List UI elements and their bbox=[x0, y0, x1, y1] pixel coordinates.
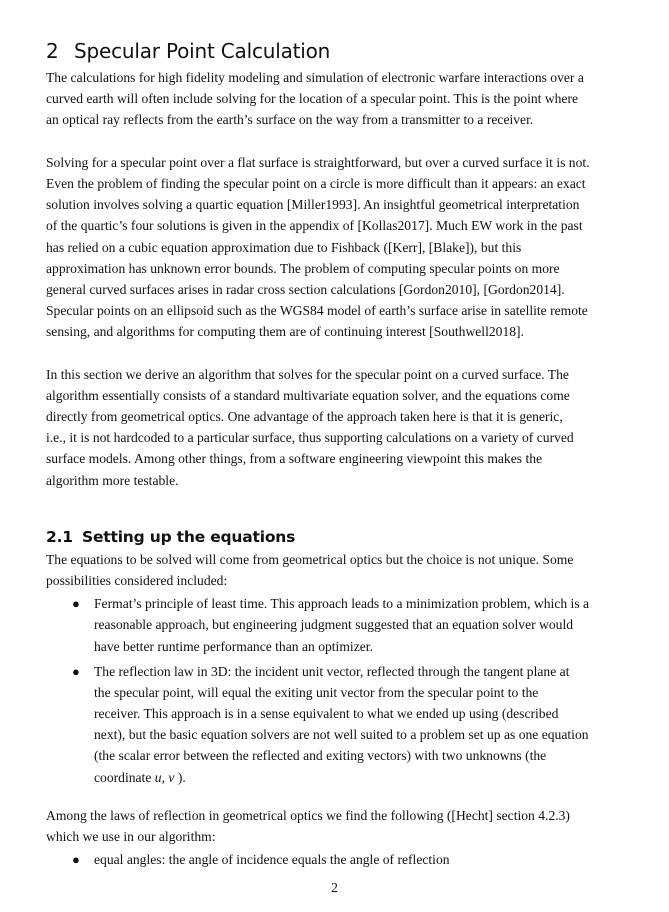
text-line: of the quartic’s four solutions is given in the appendix of [Kollas2017]. Much EW work in the past bbox=[46, 218, 583, 234]
subsection-number: 2.1 bbox=[46, 527, 73, 546]
text-line: which we use in our algorithm: bbox=[46, 829, 216, 844]
reflection-laws-intro bbox=[46, 805, 636, 847]
text-line: an optical ray reflects from the earth’s surface on the way from a transmitter to a receiver. bbox=[46, 112, 534, 128]
text-line: Fermat’s principle of least time. This approach leads to a minimization problem, which is a bbox=[94, 596, 590, 612]
text-line: approximation has unknown error bounds. The problem of computing specular points on more bbox=[46, 260, 560, 276]
text-line: reasonable approach, but engineering judgment suggested that an equation solver would bbox=[94, 617, 574, 633]
document-page bbox=[46, 36, 636, 874]
list-item bbox=[46, 593, 636, 657]
text-line: curved earth will often include solving for the location of a specular point. This is the point where bbox=[46, 91, 579, 107]
text-line: Among the laws of reflection in geometrical optics we find the following ([Hecht] section 4.2.3) bbox=[46, 807, 570, 823]
page-number: 2 bbox=[331, 880, 338, 895]
section-number: 2 bbox=[46, 39, 59, 63]
section-body bbox=[46, 67, 636, 491]
subsection-intro bbox=[46, 549, 636, 591]
list-item bbox=[46, 661, 636, 788]
bullet-icon: ● bbox=[72, 852, 80, 868]
bullet-list-laws bbox=[46, 849, 636, 870]
text-line: algorithm essentially consists of a standard multivariate equation solver, and the equations come bbox=[46, 387, 570, 403]
text-line: solution involves solving a quartic equation [Miller1993]. An insightful geometrical interpretation bbox=[46, 197, 580, 213]
bullet-list bbox=[46, 593, 636, 788]
paragraph bbox=[46, 152, 636, 343]
paragraph bbox=[46, 67, 636, 131]
subsection-title: Setting up the equations bbox=[82, 527, 296, 546]
text-line: i.e., it is not hardcoded to a particular surface, thus supporting calculations on a variety of curved bbox=[46, 430, 574, 446]
text-line: The calculations for high fidelity modeling and simulation of electronic warfare interactions over a bbox=[46, 70, 584, 85]
text-line: algorithm more testable. bbox=[46, 472, 179, 488]
text-line: next), but the basic equation solvers are not well suited to a problem set up as one equation bbox=[94, 727, 589, 743]
text-fragment: coordinate bbox=[94, 769, 155, 785]
text-line: general curved surfaces arises in radar cross section calculations [Gordon2010], [Gordon2014]. bbox=[46, 281, 565, 297]
section-heading bbox=[46, 36, 636, 66]
text-line: have better runtime performance than an optimizer. bbox=[94, 638, 373, 654]
text-line bbox=[94, 767, 636, 788]
text-line: The equations to be solved will come from geometrical optics but the choice is not unique. Some bbox=[46, 551, 574, 567]
text-line: equal angles: the angle of incidence equals the angle of reflection bbox=[94, 852, 450, 868]
text-line: In this section we derive an algorithm that solves for the specular point on a curved surface. The bbox=[46, 366, 569, 382]
text-line: possibilities considered included: bbox=[46, 572, 228, 588]
section-title: Specular Point Calculation bbox=[74, 39, 331, 63]
text-line: sensing, and algorithms for computing them are of continuing interest [Southwell2018]. bbox=[46, 324, 524, 340]
text-fragment: ). bbox=[174, 769, 186, 785]
subsection-heading bbox=[46, 525, 636, 549]
list-item bbox=[46, 849, 636, 870]
text-line: directly from geometrical optics. One advantage of the approach taken here is that it is generic, bbox=[46, 409, 563, 424]
paragraph bbox=[46, 364, 636, 491]
bullet-icon: ● bbox=[72, 596, 80, 612]
bullet-icon: ● bbox=[72, 663, 80, 679]
text-line: Even the problem of finding the specular point on a circle is more difficult than it appears: an exact bbox=[46, 175, 586, 191]
text-line: the specular point, will equal the exiting unit vector from the specular point to the bbox=[94, 684, 539, 700]
text-line: (the scalar error between the reflected and exiting vectors) with two unknowns (the bbox=[94, 748, 547, 764]
text-line: The reflection law in 3D: the incident unit vector, reflected through the tangent plane at bbox=[94, 663, 570, 679]
text-line: Specular points on an ellipsoid such as the WGS84 model of earth’s surface arise in satellite remote bbox=[46, 303, 588, 319]
text-line: surface models. Among other things, from a software engineering viewpoint this makes the bbox=[46, 451, 543, 467]
text-line: receiver. This approach is in a sense equivalent to what we ended up using (described bbox=[94, 706, 559, 722]
math-variables: u, v bbox=[154, 769, 175, 785]
text-line: Solving for a specular point over a flat surface is straightforward, but over a curved surface it is not. bbox=[46, 154, 590, 170]
text-line: has relied on a cubic equation approximation due to Fishback ([Kerr], [Blake]), but this bbox=[46, 239, 522, 255]
